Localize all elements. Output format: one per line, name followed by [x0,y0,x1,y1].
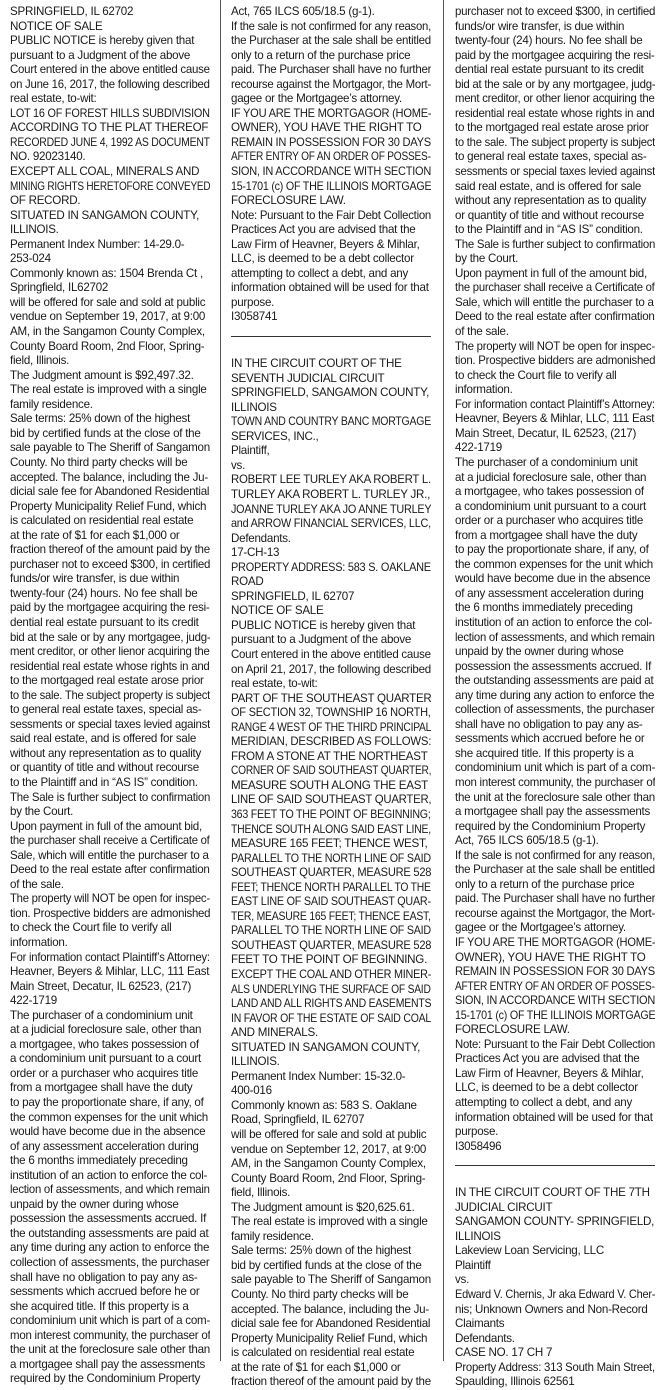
text-line: OWNER), YOU HAVE THE RIGHT TO [455,950,646,964]
text-line: Sale, which will entitle the purchaser to a [455,295,654,309]
text-line: SPRINGFIELD, IL 62707 [231,589,355,603]
text-line: possession the assessments accrued. If [455,659,652,673]
text-line: bid by certified funds at the close of the [231,1258,422,1272]
text-line: Main Street, Decatur, IL 62523, (217) [455,426,637,440]
text-line: sale payable to The Sheriff of Sangamon [231,1273,431,1287]
text-line: Law Firm of Heavner, Beyers & Mihlar, [455,1066,644,1080]
column-rule [220,0,221,1361]
text-line: County. No third party checks will be [10,455,188,469]
column-2 [231,5,431,1390]
text-line: mon interest community, the purchaser of [10,1328,210,1342]
text-line: SION, IN ACCORDANCE WITH SECTION [455,994,655,1008]
text-line: MINING RIGHTS HERETOFORE CONVEYED [10,179,210,193]
text-line: will be offered for sale and sold at public [10,295,206,309]
text-line: Law Firm of Heavner, Beyers & Mihlar, [231,237,420,251]
text-line: JOANNE TURLEY AKA JO ANNE TURLEY [231,502,431,516]
text-line: 15-1701 (c) OF THE ILLINOIS MORTGAGE [231,179,431,193]
text-line: Claimants [455,1317,505,1331]
text-line: LLC, is deemed to be a debt collector [231,252,414,266]
column-3 [455,5,655,1390]
text-line: PARALLEL TO THE NORTH LINE OF SAID [231,924,431,938]
text-line: purpose. [455,1125,499,1139]
text-line: PARALLEL TO THE NORTH LINE OF SAID [231,851,431,865]
text-line: SITUATED IN SANGAMON COUNTY, [231,1040,421,1054]
text-line: vendue on September 19, 2017, at 9:00 [10,310,206,324]
column-1 [10,5,210,1387]
text-line: condominium unit which is part of a com- [10,1314,210,1328]
text-line: AFTER ENTRY OF AN ORDER OF POSSES- [231,150,431,164]
text-line: paid by the mortgagee acquiring the resi- [10,601,210,615]
text-line: ILLINOIS [231,400,277,414]
text-line: FEET TO THE POINT OF BEGINNING. [231,953,428,967]
text-line: the unit at the foreclosure sale other than [455,790,655,804]
text-line: REMAIN IN POSSESSION FOR 30 DAYS [231,135,431,149]
text-line: bid at the sale or by any mortgagee, judg- [10,630,210,644]
text-line: LAND AND ALL RIGHTS AND EASEMENTS [231,997,431,1011]
text-line: is calculated on residential real estate [10,514,194,528]
text-line: Road, Springfield, IL 62707 [231,1113,365,1127]
text-line: funds/or wire transfer, is due within [10,572,180,586]
text-line: Main Street, Decatur, IL 62523, (217) [10,979,192,993]
text-line: OWNER), YOU HAVE THE RIGHT TO [231,121,422,135]
text-line: County Board Room, 2nd Floor, Spring- [10,339,205,353]
text-line: Commonly known as: 1504 Brenda Ct , [10,266,203,280]
text-line: SPRINGFIELD, SANGAMON COUNTY, [231,386,430,400]
text-line: TER, MEASURE 165 FEET; THENCE EAST, [231,909,431,923]
text-line: institution of an action to enforce the col- [455,615,653,629]
text-line: PUBLIC NOTICE is hereby given that [231,618,416,632]
text-line: The real estate is improved with a single [231,1215,428,1229]
text-line: of the sale. [455,325,509,339]
text-line: the Purchaser at the sale shall be entitled [231,34,431,48]
text-line: Court entered in the above entitled cause [231,647,431,661]
text-line: gagee or the Mortgagee’s attorney. [455,921,626,935]
text-line: information obtained will be used for that [455,1110,653,1124]
text-line: AFTER ENTRY OF AN ORDER OF POSSES- [455,979,655,993]
text-line: The purchaser of a condominium unit [10,1008,193,1022]
text-line: to check the Court file to verify all [10,921,172,935]
text-line: AND MINERALS. [231,1026,318,1040]
text-line: EXCEPT ALL COAL, MINERALS AND [10,165,200,179]
text-line: tion. Prospective bidders are admonished [10,906,210,920]
text-line: collection of assessments, the purchaser [10,1256,210,1270]
text-line: IN FAVOR OF THE ESTATE OF SAID COAL [231,1011,431,1025]
text-line: attempting to collect a debt, and any [455,1096,633,1110]
text-line: OF RECORD. [10,194,81,208]
text-line: NOTICE OF SALE [10,19,103,33]
text-line: The Judgment amount is $92,497.32. [10,368,194,382]
text-line: the 6 months immediately preceding [455,601,633,615]
text-line: 17-CH-13 [231,546,280,560]
text-line: IN THE CIRCUIT COURT OF THE 7TH [455,1186,650,1200]
text-line: twenty-four (24) hours. No fee shall be [10,586,198,600]
text-line: NOTICE OF SALE [231,604,324,618]
text-line: to the mortgaged real estate arose prior [10,674,204,688]
text-line: SION, IN ACCORDANCE WITH SECTION [231,165,431,179]
text-line: CASE NO. 17 CH 7 [455,1346,553,1360]
text-line: 15-1701 (c) OF THE ILLINOIS MORTGAGE [455,1008,655,1022]
text-line: shall have no obligation to pay any as- [10,1270,198,1284]
text-line: ment creditor, or other lienor acquiring the [10,645,210,659]
text-line: IF YOU ARE THE MORTGAGOR (HOME- [231,106,431,120]
text-line: PART OF THE SOUTHEAST QUARTER [231,691,431,705]
text-line: information obtained will be used for that [231,281,429,295]
text-line: PUBLIC NOTICE is hereby given that [10,34,195,48]
text-line: Property Address: 313 South Main Street, [455,1360,655,1374]
text-line: to the Plaintiff and in “AS IS” condition. [10,775,198,789]
text-line: is calculated on residential real estate [231,1346,415,1360]
text-line: 422-1719 [455,441,502,455]
text-line: Act, 765 ILCS 605/18.5 (g-1). [455,834,599,848]
text-line: For information contact Plaintiff’s Attorney: [10,950,210,964]
text-line: IF YOU ARE THE MORTGAGOR (HOME- [455,936,655,949]
text-line: ILLINOIS [455,1229,501,1243]
text-line: the outstanding assessments are paid at [455,674,654,688]
text-line: OF SECTION 32, TOWNSHIP 16 NORTH, [231,706,431,720]
text-line: The Judgment amount is $20,625.61. [231,1200,415,1214]
text-line: without any representation as to quality [455,194,647,208]
notice-forest-hills-end [231,5,431,325]
text-line: shall have no obligation to pay any as- [455,717,643,731]
text-line: the unit at the foreclosure sale other than [10,1343,210,1357]
text-line: EAST LINE OF SAID SOUTHEAST QUAR- [231,895,431,909]
text-line: to the Plaintiff and in “AS IS” condition. [455,223,643,237]
text-line: ALS UNDERLYING THE SURFACE OF SAID [231,982,431,996]
text-line: Permanent Index Number: 15-32.0- [231,1069,406,1083]
text-line: Property Municipality Relief Fund, which [231,1331,428,1345]
text-line: FORECLOSURE LAW. [231,194,346,208]
text-line: The real estate is improved with a single [10,383,207,397]
text-line: said real estate, and is offered for sale [455,179,642,193]
text-line: LOT 16 OF FOREST HILLS SUBDIVISION [10,106,210,120]
text-line: at a judicial foreclosure sale, other than [455,470,647,484]
text-line: from a mortgagee shall have the duty [10,1081,193,1095]
text-line: to check the Court file to verify all [455,368,617,382]
text-line: Defendants. [455,1331,515,1345]
text-line: sale payable to The Sheriff of Sangamon [10,441,210,455]
text-line: pursuant to a Judgment of the above [231,633,412,647]
text-line: possession the assessments accrued. If [10,1212,207,1226]
text-line: collection of assessments, the purchaser [455,703,655,717]
text-line: or quantity of title and without recourse [10,761,199,775]
text-line: Note: Pursuant to the Fair Debt Collection [231,208,431,222]
text-line: SOUTHEAST QUARTER, MEASURE 528 [231,866,431,880]
text-line: the purchaser shall receive a Certificate of [10,834,210,848]
text-line: of any assessment acceleration during [10,1139,199,1153]
text-line: required by the Condominium Property [10,1372,201,1386]
text-line: a mortgagee, who takes possession of [10,1037,199,1051]
text-line: mon interest community, the purchaser of [455,775,655,789]
text-line: bid at the sale or by any mortgagee, judg- [455,77,655,91]
text-line: or quantity of title and without recourse [455,208,644,222]
text-line: field, Illinois. [231,1186,291,1200]
text-line: THENCE SOUTH ALONG SAID EAST LINE, [231,822,431,836]
text-line: Practices Act you are advised that the [455,1052,640,1066]
text-line: nis; Unknown Owners and Non-Record [455,1302,648,1316]
text-line: any time during any action to enforce the [10,1241,210,1255]
text-line: Spaulding, Illinois 62561 [455,1375,575,1389]
text-line: Heavner, Beyers & Mihlar, LLC, 111 East [10,965,210,979]
text-line: at the rate of $1 for each $1,000 or [231,1360,401,1374]
text-line: AM, in the Sangamon County Complex, [231,1157,426,1171]
text-line: condominium unit which is part of a com- [455,761,655,775]
text-line: 400-016 [231,1084,272,1098]
text-line: If the sale is not confirmed for any reason, [455,848,655,862]
text-line: Plaintiff [455,1258,491,1272]
text-line: SANGAMON COUNTY- SPRINGFIELD, [455,1215,655,1229]
text-line: ment creditor, or other lienor acquiring the [455,92,655,106]
text-line: Upon payment in full of the amount bid, [455,266,647,280]
text-line: sessments or special taxes levied against [10,717,210,731]
text-line: the purchaser shall receive a Certificate of [455,281,655,295]
text-line: to pay the proportionate share, if any, of [455,543,649,557]
text-line: by the Court. [455,252,519,266]
text-line: I3058741 [231,310,278,324]
text-line: funds/or wire transfer, is due within [455,19,625,33]
text-line: to the sale. The subject property is subject [10,688,210,702]
text-line: only to a return of the purchase price [455,877,635,891]
text-line: The property will NOT be open for inspec- [455,339,655,353]
text-line: Lakeview Loan Servicing, LLC [455,1244,604,1258]
text-line: sessments which accrued before he or [10,1285,200,1299]
text-line: Deed to the real estate after confirmation [455,310,655,324]
column-rule [443,0,444,1361]
text-line: of the sale. [10,877,64,891]
text-line: RECORDED JUNE 4, 1992 AS DOCUMENT [10,135,210,149]
text-line: of any assessment acceleration during [455,586,644,600]
text-line: at the rate of $1 for each $1,000 or [10,528,180,542]
text-line: sessments which accrued before he or [455,732,645,746]
text-line: from a mortgagee shall have the duty [455,528,638,542]
text-line: The property will NOT be open for inspec- [10,892,210,906]
text-line: vs. [455,1273,470,1287]
text-line: sessments or special taxes levied against [455,165,655,179]
text-line: by the Court. [10,805,74,819]
text-line: dicial sale fee for Abandoned Residential [10,485,210,499]
text-line: TOWN AND COUNTRY BANC MORTGAGE [231,415,431,429]
text-line: paid. The Purchaser shall have no further [455,892,655,906]
text-line: MERIDIAN, DESCRIBED AS FOLLOWS: [231,735,431,749]
text-line: Sale, which will entitle the purchaser to a [10,848,209,862]
text-line: unpaid by the owner during whose [10,1197,179,1211]
text-line: the outstanding assessments are paid at [10,1226,209,1240]
text-line: Note: Pursuant to the Fair Debt Collection [455,1037,655,1051]
text-line: The Sale is further subject to confirmation [455,237,655,251]
notice-turley-continued [455,5,655,1154]
text-line: to the sale. The subject property is subject [455,135,655,149]
text-line: NO. 92023140. [10,150,86,164]
text-line: field, Illinois. [10,354,70,368]
text-line: a mortgagee, who takes possession of [455,485,644,499]
text-line: accepted. The balance, including the Ju- [10,470,208,484]
text-line: family residence. [10,397,93,411]
text-line: PROPERTY ADDRESS: 583 S. OAKLANE [231,560,431,574]
text-line: pursuant to a Judgment of the above [10,48,191,62]
text-line: Plaintiff, [231,444,270,458]
text-line: Property Municipality Relief Fund, which [10,499,207,513]
text-line: SOUTHEAST QUARTER, MEASURE 528 [231,938,431,952]
text-line: at a judicial foreclosure sale, other than [10,1023,202,1037]
text-line: dential real estate pursuant to its credit [10,615,199,629]
text-line: SITUATED IN SANGAMON COUNTY, [10,208,200,222]
text-line: FEET; THENCE NORTH PARALLEL TO THE [231,880,431,894]
text-line: Act, 765 ILCS 605/18.5 (g-1). [231,5,375,18]
text-line: said real estate, and is offered for sale [10,732,197,746]
text-line: attempting to collect a debt, and any [231,266,409,280]
text-line: any time during any action to enforce the [455,688,655,702]
text-line: residential real estate whose rights in and [10,659,210,673]
text-line: Court entered in the above entitled cause [10,63,210,77]
text-line: I3058496 [455,1139,502,1153]
text-line: ILLINOIS. [10,223,59,237]
text-line: EXCEPT THE COAL AND OTHER MINER- [231,968,431,981]
text-line: TURLEY AKA ROBERT L. TURLEY JR., [231,487,431,501]
text-line: 363 FEET TO THE POINT OF BEGINNING; [231,807,431,821]
text-line: Deed to the real estate after confirmation [10,863,210,877]
notice-turley-foreclosure [231,357,431,1390]
text-line: If the sale is not confirmed for any reason, [231,19,431,33]
text-line: family residence. [231,1229,314,1243]
text-line: to general real estate taxes, special as- [10,703,202,717]
text-line: The purchaser of a condominium unit [455,455,638,469]
text-line: she acquired title. If this property is a [455,746,634,760]
text-line: FORECLOSURE LAW. [455,1023,570,1037]
text-line: fraction thereof of the amount paid by the [231,1375,431,1389]
text-line: MEASURE SOUTH ALONG THE EAST [231,778,429,792]
text-line: she acquired title. If this property is a [10,1299,189,1313]
text-line: bid by certified funds at the close of the [10,426,201,440]
text-line: dential real estate pursuant to its credit [455,63,644,77]
notice-separator [231,336,431,337]
text-line: Edward V. Chernis, Jr aka Edward V. Cher- [455,1288,655,1302]
text-line: on April 21, 2017, the following described [231,662,431,676]
text-line: RANGE 4 WEST OF THE THIRD PRINCIPAL [231,720,431,734]
text-line: Commonly known as: 583 S. Oaklane [231,1098,417,1112]
text-line: a condominium unit pursuant to a court [10,1052,201,1066]
text-line: Upon payment in full of the amount bid, [10,819,202,833]
text-line: REMAIN IN POSSESSION FOR 30 DAYS [455,965,655,979]
text-line: the common expenses for the unit which [455,557,654,571]
text-line: lection of assessments, and which remain [10,1183,210,1197]
text-line: paid. The Purchaser shall have no further [231,63,431,77]
text-line: order or a purchaser who acquires title [455,514,644,528]
text-line: a condominium unit pursuant to a court [455,499,646,513]
text-line: ROBERT LEE TURLEY AKA ROBERT L. [231,473,431,487]
text-line: For information contact Plaintiff’s Attorney: [455,397,655,411]
text-line: vs. [231,458,246,472]
text-line: without any representation as to quality [10,746,202,760]
text-line: County Board Room, 2nd Floor, Spring- [231,1171,426,1185]
text-line: recourse against the Mortgagor, the Mort- [455,906,655,920]
text-line: on June 16, 2017, the following described [10,77,210,91]
text-line: paid by the mortgagee acquiring the resi- [455,48,655,62]
text-line: information. [10,936,68,949]
text-line: The Sale is further subject to confirmation [10,790,210,804]
notice-chernis-foreclosure [455,1186,655,1390]
text-line: purpose. [231,295,275,309]
text-line: to pay the proportionate share, if any, of [10,1096,204,1110]
text-line: JUDICIAL CIRCUIT [455,1200,553,1214]
text-line: institution of an action to enforce the col- [10,1168,208,1182]
text-line: IN THE CIRCUIT COURT OF THE [231,357,402,371]
text-line: accepted. The balance, including the Ju- [231,1302,429,1316]
text-line: to the mortgaged real estate arose prior [455,121,649,135]
text-line: the common expenses for the unit which [10,1110,209,1124]
text-line: and ARROW FINANCIAL SERVICES, LLC, [231,517,431,531]
text-line: recourse against the Mortgagor, the Mort- [231,77,431,91]
text-line: a mortgagee shall pay the assessments [10,1357,206,1371]
text-line: Permanent Index Number: 14-29.0- [10,237,185,251]
text-line: real estate, to-wit: [231,677,318,691]
text-line: real estate, to-wit: [10,92,97,106]
text-line: gagee or the Mortgagee’s attorney. [231,92,402,106]
text-line: SEVENTH JUDICIAL CIRCUIT [231,371,385,385]
text-line: twenty-four (24) hours. No fee shall be [455,34,643,48]
text-line: purchaser not to exceed $300, in certified [455,5,655,18]
text-line: required by the Condominium Property [455,819,646,833]
text-line: information. [455,383,513,397]
text-line: lection of assessments, and which remain [455,630,655,644]
text-line: LINE OF SAID SOUTHEAST QUARTER, [231,793,431,807]
text-line: tion. Prospective bidders are admonished [455,354,655,368]
text-line: unpaid by the owner during whose [455,645,624,659]
text-line: CORNER OF SAID SOUTHEAST QUARTER, [231,764,431,778]
text-line: dicial sale fee for Abandoned Residential [231,1317,431,1331]
text-line: will be offered for sale and sold at public [231,1128,427,1142]
text-line: Practices Act you are advised that the [231,223,416,237]
text-line: purchaser not to exceed $300, in certified [10,557,210,571]
text-line: LLC, is deemed to be a debt collector [455,1081,638,1095]
text-line: SERVICES, INC., [231,429,319,443]
text-line: would have become due in the absence [10,1125,206,1139]
text-line: Sale terms: 25% down of the highest [10,412,191,426]
text-line: Springfield, IL62702 [10,281,109,295]
text-line: the 6 months immediately preceding [10,1154,188,1168]
notice-separator [455,1165,655,1166]
text-line: FROM A STONE AT THE NORTHEAST [231,749,428,763]
text-line: Defendants. [231,531,291,545]
text-line: to general real estate taxes, special as- [455,150,647,164]
text-line: ACCORDING TO THE PLAT THEREOF [10,121,209,135]
text-line: 422-1719 [10,994,57,1008]
text-line: County. No third party checks will be [231,1288,409,1302]
text-line: order or a purchaser who acquires title [10,1066,199,1080]
text-line: only to a return of the purchase price [231,48,411,62]
text-line: SPRINGFIELD, IL 62702 [10,5,134,18]
text-line: Sale terms: 25% down of the highest [231,1244,412,1258]
text-line: AM, in the Sangamon County Complex, [10,325,205,339]
text-line: the Purchaser at the sale shall be entitled [455,863,655,877]
text-line: 253-024 [10,252,51,266]
notice-forest-hills-continued [10,5,210,1387]
text-line: would have become due in the absence [455,572,651,586]
text-line: ILLINOIS. [231,1055,280,1069]
text-line: fraction thereof of the amount paid by the [10,543,210,557]
text-line: Heavner, Beyers & Mihlar, LLC, 111 East [455,412,655,426]
text-line: a mortgagee shall pay the assessments [455,805,651,819]
text-line: residential real estate whose rights in and [455,106,655,120]
text-line: ROAD [231,575,264,589]
text-line: MEASURE 165 FEET; THENCE WEST, [231,837,428,851]
text-line: vendue on September 12, 2017, at 9:00 [231,1142,427,1156]
